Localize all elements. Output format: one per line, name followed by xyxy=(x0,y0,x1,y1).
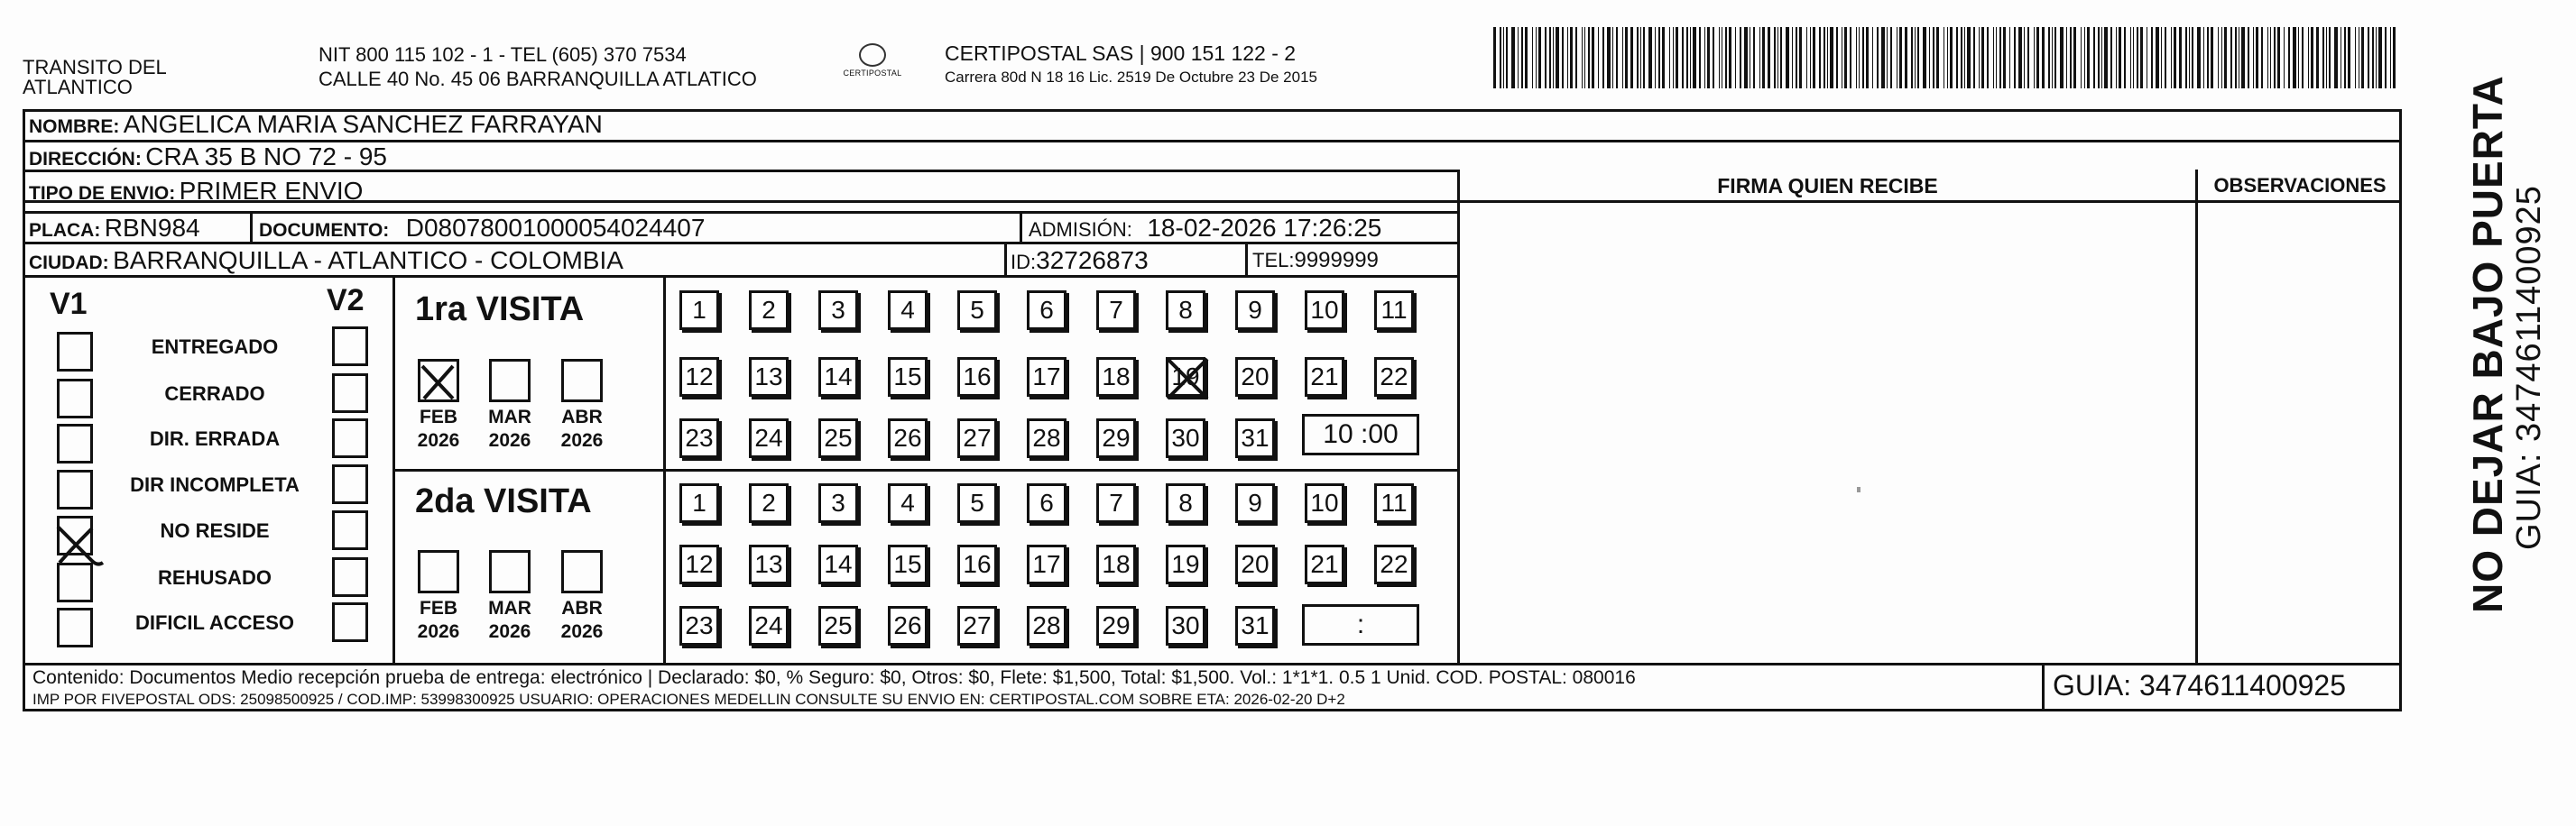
day-box[interactable]: 5 xyxy=(957,483,997,523)
day-box[interactable]: 11 xyxy=(1374,483,1414,523)
day-box[interactable]: 31 xyxy=(1235,418,1275,458)
day-box[interactable]: 11 xyxy=(1374,290,1414,330)
v2-checkbox[interactable] xyxy=(332,373,368,413)
day-box[interactable]: 27 xyxy=(957,418,997,458)
day-box[interactable]: 27 xyxy=(957,606,997,646)
day-box[interactable]: 29 xyxy=(1096,606,1136,646)
footer-contenido: Contenido: Documentos Medio recepción prueba de entrega: electrónico | Declarado: $0, % Seguro: $0, Otros: $0, Flete: $1,500, Total: $1,500. Vol.: 1*1*1. 0.5 1 Unid. COD. POSTAL: 080016 xyxy=(32,667,1636,688)
v1-checkbox[interactable] xyxy=(57,516,93,555)
day-box[interactable]: 29 xyxy=(1096,418,1136,458)
day-box[interactable]: 3 xyxy=(818,483,858,523)
visit2-title: 2da VISITA xyxy=(415,482,592,520)
day-box[interactable]: 8 xyxy=(1166,483,1205,523)
id-cell xyxy=(1011,245,1149,280)
day-box[interactable]: 26 xyxy=(888,606,928,646)
month-label: FEB 2026 xyxy=(417,598,460,642)
footer-imp: IMP POR FIVEPOSTAL ODS: 25098500925 / COD.IMP: 53998300925 USUARIO: OPERACIONES MEDELLIN CONSULTE SU ENVIO EN: CERTIPOSTAL.COM SOBRE ETA: 2026-02-20 D+2 xyxy=(32,691,1345,708)
day-box[interactable]: 20 xyxy=(1235,545,1275,584)
firma-area[interactable] xyxy=(1460,206,2195,663)
visit1-time[interactable]: 10 :00 xyxy=(1302,414,1419,455)
day-box[interactable]: 24 xyxy=(749,418,789,458)
nombre-value: ANGELICA MARIA SANCHEZ FARRAYAN xyxy=(123,110,603,138)
day-box[interactable]: 30 xyxy=(1166,418,1205,458)
day-box[interactable]: 19 xyxy=(1166,545,1205,584)
month-label: FEB 2026 xyxy=(417,407,460,451)
day-box[interactable]: 7 xyxy=(1096,290,1136,330)
nombre-row xyxy=(29,109,603,144)
day-box[interactable]: 1 xyxy=(679,290,719,330)
certipostal-logo xyxy=(841,38,904,92)
day-box[interactable]: 2 xyxy=(749,290,789,330)
day-box[interactable]: 3 xyxy=(818,290,858,330)
day-box[interactable]: 20 xyxy=(1235,357,1275,397)
v1-checkbox[interactable] xyxy=(57,424,93,463)
day-box[interactable]: 24 xyxy=(749,606,789,646)
month-checkbox[interactable] xyxy=(561,359,603,402)
month-label: ABR 2026 xyxy=(560,598,604,642)
day-box[interactable]: 15 xyxy=(888,545,928,584)
status-label: DIFICIL ACCESO xyxy=(134,611,294,634)
id-label: ID: xyxy=(1011,251,1037,273)
v1-checkbox[interactable] xyxy=(57,608,93,647)
day-box[interactable]: 8 xyxy=(1166,290,1205,330)
documento-label: DOCUMENTO: xyxy=(259,220,390,241)
day-box[interactable]: 22 xyxy=(1374,357,1414,397)
tipo-envio-label: TIPO DE ENVIO: xyxy=(29,183,176,204)
side-no-dejar: NO DEJAR BAJO PUERTA xyxy=(2464,75,2511,613)
month-checkbox[interactable] xyxy=(561,550,603,593)
day-box[interactable]: 12 xyxy=(679,545,719,584)
v2-checkbox[interactable] xyxy=(332,418,368,458)
day-box[interactable]: 14 xyxy=(818,545,858,584)
day-box[interactable]: 25 xyxy=(818,606,858,646)
day-box[interactable]: 17 xyxy=(1027,357,1066,397)
day-box[interactable]: 21 xyxy=(1305,357,1344,397)
status-label: CERRADO xyxy=(164,382,265,405)
day-box[interactable]: 16 xyxy=(957,545,997,584)
day-box[interactable]: 5 xyxy=(957,290,997,330)
admision-cell xyxy=(1029,213,1381,248)
month-label: ABR 2026 xyxy=(560,407,604,451)
placa-cell xyxy=(29,213,200,248)
visit1-title: 1ra VISITA xyxy=(415,290,585,328)
placa-value: RBN984 xyxy=(104,214,200,242)
nit-line: NIT 800 115 102 - 1 - TEL (605) 370 7534 xyxy=(319,43,687,66)
ciudad-label: CIUDAD: xyxy=(29,252,109,273)
logo-text: CERTIPOSTAL xyxy=(843,69,902,78)
nombre-label: NOMBRE: xyxy=(29,116,120,137)
day-box[interactable]: 19 xyxy=(1166,357,1205,397)
day-box[interactable]: 21 xyxy=(1305,545,1344,584)
status-label: DIR. ERRADA xyxy=(149,427,281,450)
firma-header: FIRMA QUIEN RECIBE xyxy=(1717,174,1938,197)
day-box[interactable]: 18 xyxy=(1096,545,1136,584)
org-line-1: TRANSITO DEL xyxy=(23,56,167,78)
placa-label: PLACA: xyxy=(29,220,101,241)
day-box[interactable]: 9 xyxy=(1235,290,1275,330)
admision-label: ADMISIÓN: xyxy=(1029,218,1132,241)
day-box[interactable]: 18 xyxy=(1096,357,1136,397)
address-line: CALLE 40 No. 45 06 BARRANQUILLA ATLATICO xyxy=(319,68,757,90)
day-box[interactable]: 14 xyxy=(818,357,858,397)
day-box[interactable]: 31 xyxy=(1235,606,1275,646)
month-checkbox[interactable] xyxy=(418,359,459,402)
day-box[interactable]: 13 xyxy=(749,357,789,397)
v1-checkbox[interactable] xyxy=(57,332,93,372)
day-box[interactable]: 23 xyxy=(679,606,719,646)
org-line-2: ATLANTICO xyxy=(23,76,133,98)
day-box[interactable]: 2 xyxy=(749,483,789,523)
day-box[interactable]: 1 xyxy=(679,483,719,523)
v2-checkbox[interactable] xyxy=(332,557,368,597)
observaciones-header: OBSERVACIONES xyxy=(2213,174,2387,197)
day-box[interactable]: 28 xyxy=(1027,418,1066,458)
day-box[interactable]: 10 xyxy=(1305,290,1344,330)
day-box[interactable]: 6 xyxy=(1027,290,1066,330)
tel-value: 9999999 xyxy=(1294,248,1379,272)
day-box[interactable]: 6 xyxy=(1027,483,1066,523)
tel-cell xyxy=(1252,245,1379,279)
day-box[interactable]: 26 xyxy=(888,418,928,458)
day-box[interactable]: 9 xyxy=(1235,483,1275,523)
month-checkbox[interactable] xyxy=(489,550,531,593)
month-checkbox[interactable] xyxy=(418,550,459,593)
month-label: MAR 2026 xyxy=(488,407,531,451)
day-box[interactable]: 7 xyxy=(1096,483,1136,523)
observaciones-area[interactable] xyxy=(2198,206,2402,663)
direccion-row xyxy=(29,142,387,177)
month-checkbox[interactable] xyxy=(489,359,531,402)
day-box[interactable]: 17 xyxy=(1027,545,1066,584)
day-box[interactable]: 12 xyxy=(679,357,719,397)
v2-header: V2 xyxy=(327,283,365,317)
v2-checkbox[interactable] xyxy=(332,326,368,366)
direccion-value: CRA 35 B NO 72 - 95 xyxy=(145,142,387,170)
logo-mark-icon xyxy=(859,43,886,67)
direccion-label: DIRECCIÓN: xyxy=(29,149,142,170)
id-value: 32726873 xyxy=(1036,246,1149,274)
company-address: Carrera 80d N 18 16 Lic. 2519 De Octubre 23 De 2015 xyxy=(945,69,1317,86)
v2-checkbox[interactable] xyxy=(332,464,368,504)
documento-value: D08078001000054024407 xyxy=(405,214,706,242)
ciudad-cell xyxy=(29,245,623,280)
status-label: DIR INCOMPLETA xyxy=(130,473,300,496)
day-box[interactable]: 28 xyxy=(1027,606,1066,646)
v1-checkbox[interactable] xyxy=(57,379,93,418)
v1-checkbox[interactable] xyxy=(57,470,93,509)
tel-label: TEL: xyxy=(1252,249,1295,271)
day-box[interactable]: 23 xyxy=(679,418,719,458)
documento-cell xyxy=(259,213,705,248)
v1-checkbox[interactable] xyxy=(57,563,93,602)
tipo-envio-row xyxy=(29,176,363,211)
day-box[interactable]: 22 xyxy=(1374,545,1414,584)
visit2-time[interactable]: : xyxy=(1302,604,1419,646)
day-box[interactable]: 25 xyxy=(818,418,858,458)
barcode xyxy=(1493,27,2405,88)
day-box[interactable]: 4 xyxy=(888,483,928,523)
tipo-envio-value: PRIMER ENVIO xyxy=(179,177,364,205)
day-box[interactable]: 10 xyxy=(1305,483,1344,523)
v2-checkbox[interactable] xyxy=(332,602,368,642)
month-label: MAR 2026 xyxy=(488,598,531,642)
day-box[interactable]: 4 xyxy=(888,290,928,330)
side-guia: GUIA: 3474611400925 xyxy=(2510,185,2548,550)
ciudad-value: BARRANQUILLA - ATLANTICO - COLOMBIA xyxy=(113,246,623,274)
status-label: ENTREGADO xyxy=(151,335,279,358)
day-box[interactable]: 15 xyxy=(888,357,928,397)
v2-checkbox[interactable] xyxy=(332,510,368,550)
speck xyxy=(1857,487,1860,492)
day-box[interactable]: 30 xyxy=(1166,606,1205,646)
status-label: NO RESIDE xyxy=(160,519,270,542)
admision-value: 18-02-2026 17:26:25 xyxy=(1147,214,1382,242)
footer-guia: GUIA: 3474611400925 xyxy=(2053,669,2346,702)
status-label: REHUSADO xyxy=(158,566,272,589)
day-box[interactable]: 13 xyxy=(749,545,789,584)
v1-header: V1 xyxy=(50,287,88,321)
company-line: CERTIPOSTAL SAS | 900 151 122 - 2 xyxy=(945,41,1297,65)
day-box[interactable]: 16 xyxy=(957,357,997,397)
